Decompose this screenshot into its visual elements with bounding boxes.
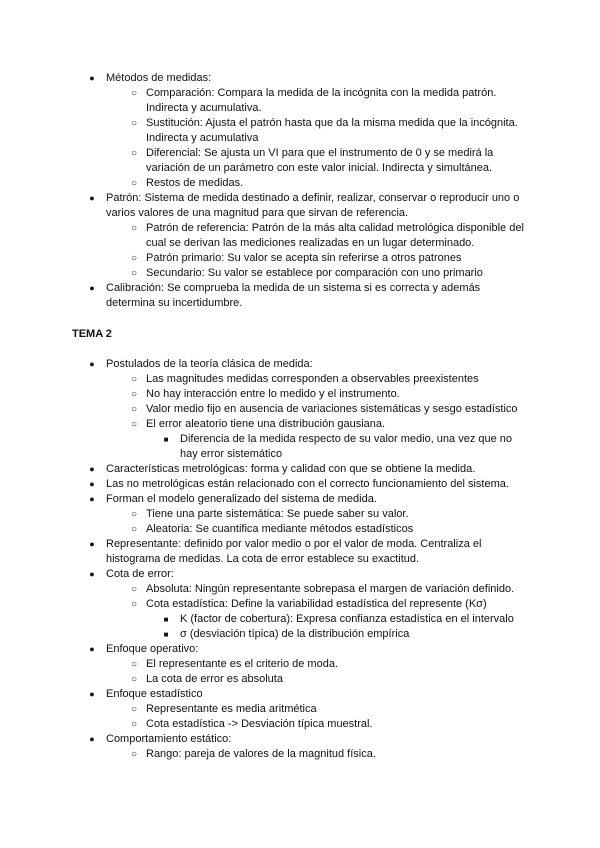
list-item-text: Forman el modelo generalizado del sistema de medida. xyxy=(106,493,377,505)
bullet-marker: ● xyxy=(89,539,95,549)
list-item-text: Indirecta y acumulativa. xyxy=(146,102,262,114)
list-item-text: No hay interacción entre lo medido y el instrumento. xyxy=(146,388,400,400)
list-item-text: Secundario: Su valor se establece por comparación con uno primario xyxy=(146,267,483,279)
list-item-text: El representante es el criterio de moda. xyxy=(146,658,338,670)
bullet-marker: ○ xyxy=(130,374,138,385)
bullet-marker: ○ xyxy=(130,178,138,189)
list-item-text: Enfoque estadístico xyxy=(106,688,203,700)
list-item-text: Las magnitudes medidas corresponden a observables preexistentes xyxy=(146,373,479,385)
bullet-marker: ○ xyxy=(130,148,138,159)
bullet-marker: ● xyxy=(89,193,95,203)
list-item-text: Restos de medidas. xyxy=(146,177,244,189)
bullet-marker: ○ xyxy=(130,268,138,279)
list-item-text: Representante es media aritmética xyxy=(146,703,317,715)
list-item-text: Métodos de medidas: xyxy=(106,72,212,84)
list-item-text: Valor medio fijo en ausencia de variaciones sistemáticas y sesgo estadístico xyxy=(146,403,518,415)
list-item-text: varios valores de una magnitud para que sirvan de referencia. xyxy=(106,207,409,219)
section-heading: TEMA 2 xyxy=(72,328,112,340)
bullet-marker: ○ xyxy=(130,524,138,535)
list-item-text: La cota de error es absoluta xyxy=(146,673,283,685)
list-item-text: Las no metrológicas están relacionado con el correcto funcionamiento del sistema. xyxy=(106,478,509,490)
list-item-text: Enfoque operativo: xyxy=(106,643,199,655)
list-item-text: determina su incertidumbre. xyxy=(106,297,243,309)
list-item-text: Indirecta y acumulativa xyxy=(146,132,259,144)
bullet-marker: ○ xyxy=(130,704,138,715)
bullet-marker: ○ xyxy=(130,88,138,99)
bullet-marker: ○ xyxy=(130,118,138,129)
list-item-text: Cota estadística: Define la variabilidad estadística del represente (Kσ) xyxy=(146,598,487,610)
list-item-text: Patrón de referencia: Patrón de la más alta calidad metrológica disponible del xyxy=(146,222,524,234)
bullet-marker: ● xyxy=(89,689,95,699)
list-item-text: Rango: pareja de valores de la magnitud física. xyxy=(146,748,376,760)
list-item-text: Comparación: Compara la medida de la incógnita con la medida patrón. xyxy=(146,87,497,99)
bullet-marker: ○ xyxy=(130,404,138,415)
list-item-text: Cota de error: xyxy=(106,568,174,580)
list-item-text: Sustitución: Ajusta el patrón hasta que da la misma medida que la incógnita. xyxy=(146,117,518,129)
bullet-marker: ○ xyxy=(130,599,138,610)
list-item-text: Absoluta: Ningún representante sobrepasa el margen de variación definido. xyxy=(146,583,515,595)
bullet-marker: ● xyxy=(89,359,95,369)
bullet-marker: ● xyxy=(89,283,95,293)
bullet-marker: ○ xyxy=(130,659,138,670)
bullet-marker: ■ xyxy=(163,435,169,444)
list-item-text: variación de un parámetro con este valor inicial. Indirecta y simultánea. xyxy=(146,162,493,174)
bullet-marker: ○ xyxy=(130,719,138,730)
bullet-marker: ○ xyxy=(130,749,138,760)
list-item-text: K (factor de cobertura): Expresa confianza estadística en el intervalo xyxy=(180,613,514,625)
bullet-marker: ● xyxy=(89,494,95,504)
list-item-text: hay error sistemático xyxy=(180,448,283,460)
list-item-text: El error aleatorio tiene una distribución gausiana. xyxy=(146,418,386,430)
list-item-text: Patrón: Sistema de medida destinado a definir, realizar, conservar o reproducir uno o xyxy=(106,192,520,204)
list-item-text: Diferencial: Se ajusta un VI para que el instrumento de 0 y se medirá la xyxy=(146,147,494,159)
bullet-marker: ○ xyxy=(130,674,138,685)
list-item-text: Diferencia de la medida respecto de su valor medio, una vez que no xyxy=(180,433,513,445)
list-item-text: Características metrológicas: forma y calidad con que se obtiene la medida. xyxy=(106,463,476,475)
bullet-marker: ○ xyxy=(130,223,138,234)
bullet-marker: ● xyxy=(89,569,95,579)
list-item-text: Tiene una parte sistemática: Se puede saber su valor. xyxy=(146,508,409,520)
bullet-marker: ● xyxy=(89,644,95,654)
bullet-marker: ○ xyxy=(130,509,138,520)
bullet-marker: ■ xyxy=(163,630,169,639)
list-item-text: Comportamiento estático: xyxy=(106,733,232,745)
bullet-marker: ● xyxy=(89,479,95,489)
list-item-text: Cota estadística -> Desviación típica muestral. xyxy=(146,718,373,730)
bullet-marker: ● xyxy=(89,73,95,83)
bullet-marker: ○ xyxy=(130,584,138,595)
bullet-marker: ● xyxy=(89,464,95,474)
bullet-marker: ■ xyxy=(163,615,169,624)
list-item-text: cual se derivan las mediciones realizadas en un lugar determinado. xyxy=(146,237,475,249)
bullet-marker: ○ xyxy=(130,389,138,400)
bullet-marker: ● xyxy=(89,734,95,744)
bullet-marker: ○ xyxy=(130,419,138,430)
bullet-marker: ○ xyxy=(130,253,138,264)
list-item-text: Aleatoria: Se cuantifica mediante métodos estadísticos xyxy=(146,523,414,535)
list-item-text: Representante: definido por valor medio o por el valor de moda. Centraliza el xyxy=(106,538,482,550)
list-item-text: Postulados de la teoría clásica de medida: xyxy=(106,358,313,370)
list-item-text: Calibración: Se comprueba la medida de un sistema si es correcta y además xyxy=(106,282,481,294)
list-item-text: Patrón primario: Su valor se acepta sin referirse a otros patrones xyxy=(146,252,462,264)
list-item-text: σ (desviación típica) de la distribución empírica xyxy=(180,628,410,640)
list-item-text: histograma de medidas. La cota de error establece su exactitud. xyxy=(106,553,420,565)
